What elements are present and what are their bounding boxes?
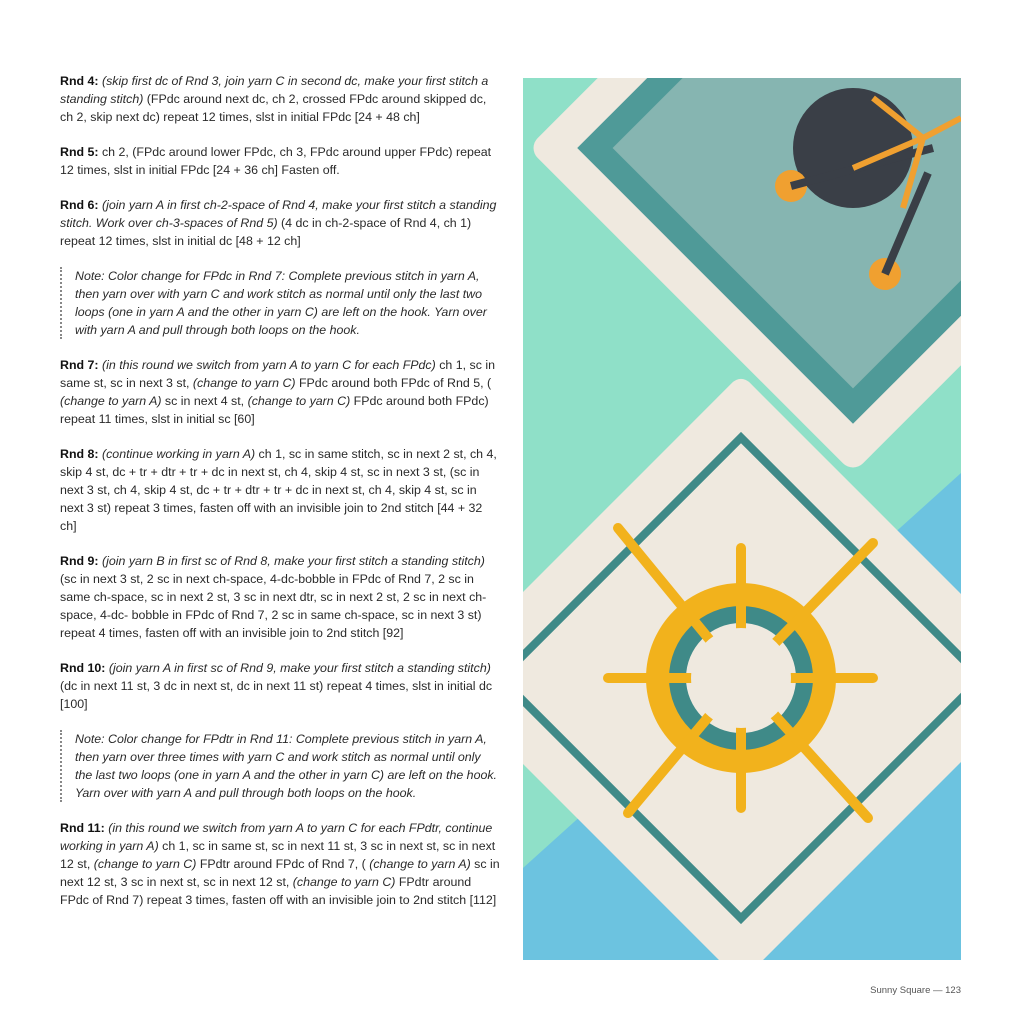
round-instruction bbox=[60, 552, 500, 642]
note-block: Note: Color change for FPdtr in Rnd 11: Complete previous stitch in yarn A, then yarn over three times with yarn C and work stitch as normal until only the last two loops (one in yarn A and the other in yarn C) are left on the hook. Yarn over with yarn A and pull through both loops on the hook. bbox=[60, 730, 500, 802]
instruction-aside: (change to yarn C) bbox=[292, 875, 396, 889]
instruction-text: sc in next 12 st, 3 sc in next st, sc in next 12 st, bbox=[60, 857, 500, 889]
photo-illustration bbox=[523, 78, 961, 960]
round-instruction bbox=[60, 72, 500, 126]
instructions-column bbox=[60, 72, 500, 926]
instruction-text: ch 1, sc in same stitch, sc in next 2 st, ch 4, skip 4 st, dc + tr + dtr + tr + dc in next st, ch 4, skip 4 st, sc in next 3 st, (sc in next 3 st, ch 4, skip 4 st, dc + tr + dtr + tr + dc in next st, ch 4, skip 4 st, sc in next 3 st) repeat 3 times, fasten off with an invisible join to 2nd stitch [44 + 32 ch] bbox=[60, 447, 497, 533]
round-label: Rnd 5: bbox=[60, 145, 99, 159]
round-instruction bbox=[60, 356, 500, 428]
round-label: Rnd 4: bbox=[60, 74, 99, 88]
instruction-text: sc in next 4 st, bbox=[161, 394, 248, 408]
instruction-text: FPdc around both FPdc) repeat 11 times, slst in initial sc [60] bbox=[60, 394, 489, 426]
instruction-text: FPdc around both FPdc of Rnd 5, ( bbox=[295, 376, 492, 390]
instruction-aside: (in this round we switch from yarn A to yarn C for each FPdtr, continue working in yarn A) bbox=[60, 821, 493, 853]
crochet-squares-photo bbox=[523, 78, 961, 960]
instruction-aside: (change to yarn C) bbox=[192, 376, 296, 390]
instruction-text: (dc in next 11 st, 3 dc in next st, dc in next 11 st) repeat 4 times, slst in initial dc [100] bbox=[60, 679, 493, 711]
instruction-aside: (change to yarn C) bbox=[93, 857, 197, 871]
instruction-text: ch 1, sc in same st, sc in next 3 st, bbox=[60, 358, 495, 390]
instruction-aside: (continue working in yarn A) bbox=[98, 447, 256, 461]
round-label: Rnd 6: bbox=[60, 198, 99, 212]
round-label: Rnd 9: bbox=[60, 554, 99, 568]
instruction-text: (sc in next 3 st, 2 sc in next ch-space, 4-dc-bobble in FPdc of Rnd 7, 2 sc in same ch-space, sc in next 2 st, 3 sc in next dtr, sc in next 2 st, 2 sc in next ch-space, 4-dc- bobble in FPdc of Rnd 7, 2 sc in same ch-space, sc in next 3 st) repeat 4 times, fasten off with an invisible join to 2nd stitch [92] bbox=[60, 572, 487, 640]
instruction-text: (FPdc around next dc, ch 2, crossed FPdc around skipped dc, ch 2, skip next dc) repeat 12 times, slst in initial FPdc [24 + 48 ch] bbox=[60, 92, 487, 124]
round-label: Rnd 7: bbox=[60, 358, 99, 372]
instruction-aside: (change to yarn A) bbox=[60, 394, 162, 408]
round-instruction bbox=[60, 143, 500, 179]
round-instruction bbox=[60, 819, 500, 909]
instruction-aside: (change to yarn A) bbox=[365, 857, 471, 871]
instruction-text: FPdtr around FPdc of Rnd 7) repeat 3 times, fasten off with an invisible join to 2nd stitch [112] bbox=[60, 875, 497, 907]
round-label: Rnd 10: bbox=[60, 661, 106, 675]
round-instruction bbox=[60, 445, 500, 535]
instruction-text: ch 2, (FPdc around lower FPdc, ch 3, FPdc around upper FPdc) repeat 12 times, slst in initial FPdc [24 + 36 ch] Fasten off. bbox=[60, 145, 492, 177]
instruction-aside: (change to yarn C) bbox=[247, 394, 351, 408]
instruction-text: FPdtr around FPdc of Rnd 7, ( bbox=[196, 857, 366, 871]
round-instruction bbox=[60, 196, 500, 250]
round-instruction bbox=[60, 659, 500, 713]
instruction-text: (4 dc in ch-2-space of Rnd 4, ch 1) repeat 12 times, slst in initial dc [48 + 12 ch] bbox=[60, 216, 472, 248]
page-footer: Sunny Square — 123 bbox=[870, 985, 961, 996]
instruction-aside: (in this round we switch from yarn A to yarn C for each FPdc) bbox=[98, 358, 436, 372]
instruction-aside: (join yarn A in first sc of Rnd 9, make your first stitch a standing stitch) bbox=[105, 661, 491, 675]
instruction-text: ch 1, sc in same st, sc in next 11 st, 3 sc in next st, sc in next 12 st, bbox=[60, 839, 496, 871]
instruction-aside: (join yarn A in first ch-2-space of Rnd 4, make your first stitch a standing stitch. Work over ch-3-spaces of Rnd 5) bbox=[60, 198, 497, 230]
round-label: Rnd 8: bbox=[60, 447, 99, 461]
instruction-aside: (join yarn B in first sc of Rnd 8, make your first stitch a standing stitch) bbox=[98, 554, 485, 568]
instruction-aside: (skip first dc of Rnd 3, join yarn C in second dc, make your first stitch a standing stitch) bbox=[60, 74, 489, 106]
round-label: Rnd 11: bbox=[60, 821, 105, 835]
note-block: Note: Color change for FPdc in Rnd 7: Complete previous stitch in yarn A, then yarn over with yarn C and work stitch as normal until only the last two loops (one in yarn A and the other in yarn C) are left on the hook. Yarn over with yarn A and pull through both loops on the hook. bbox=[60, 267, 500, 339]
